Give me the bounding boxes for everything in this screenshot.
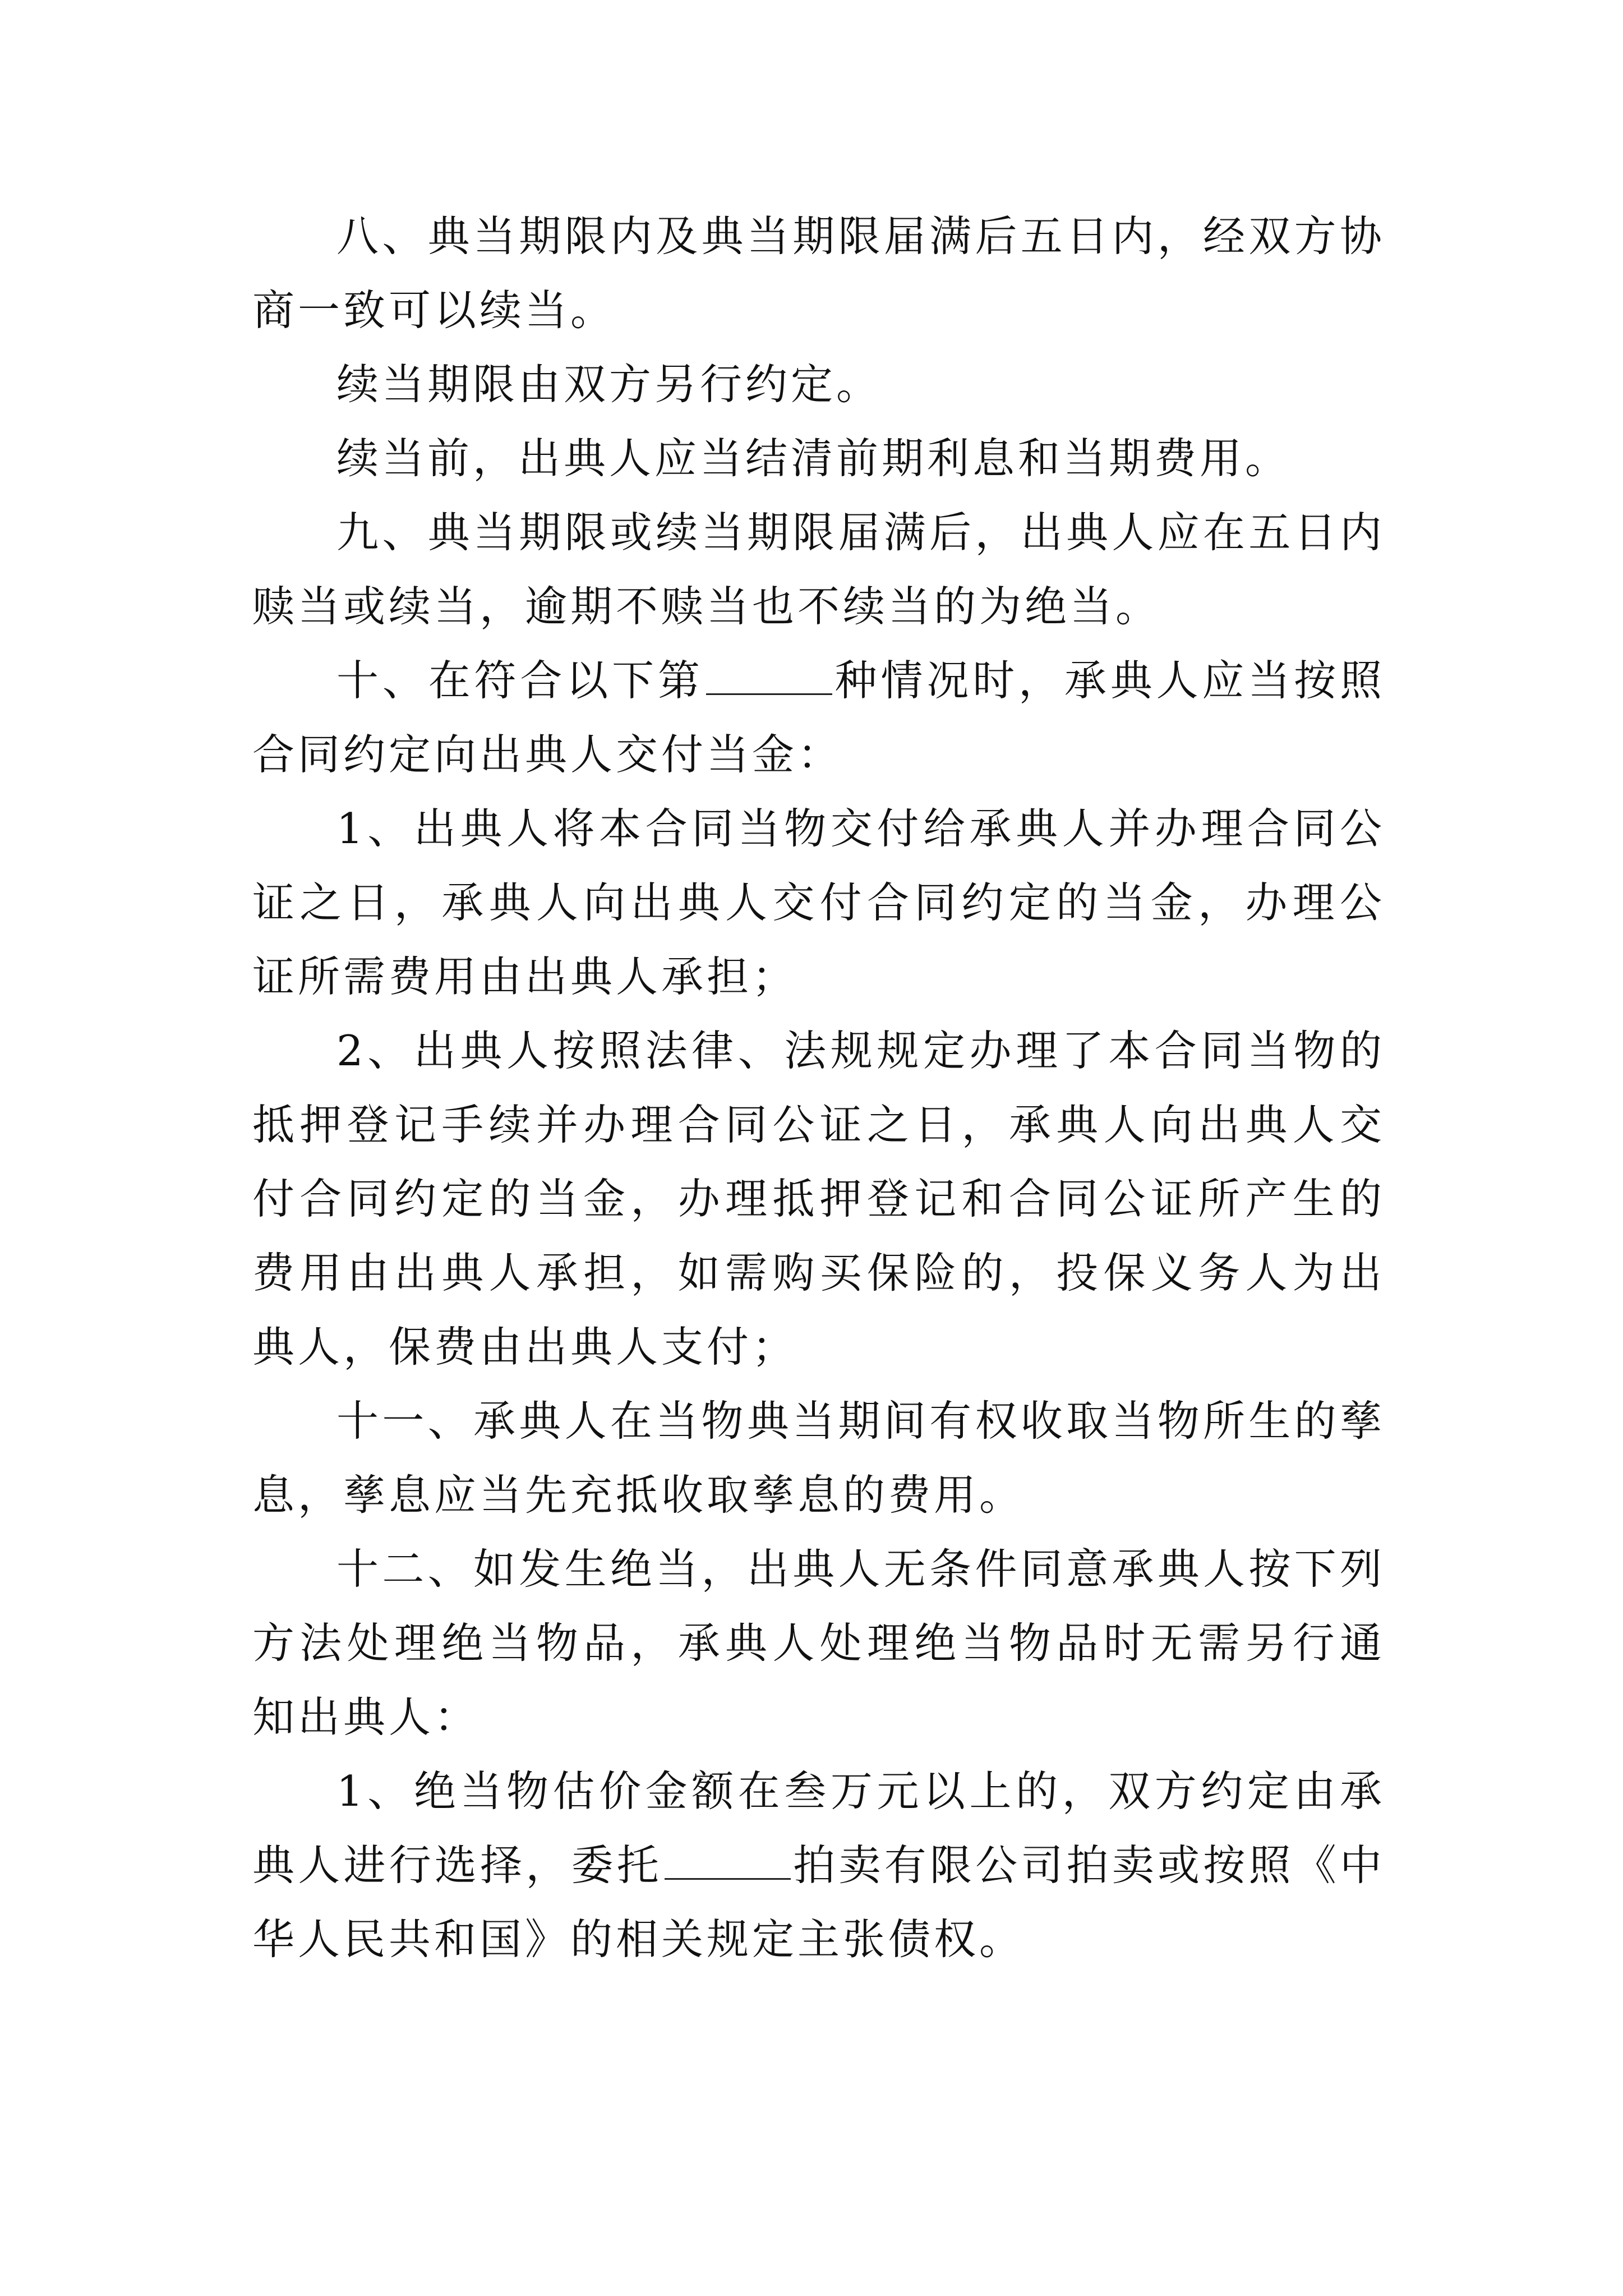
clause-12-item-1 — [252, 1754, 1385, 1976]
clause-9 — [252, 495, 1385, 643]
renewal-period-clause — [252, 347, 1385, 421]
clause-10-item-2-text: 2、出典人按照法律、法规规定办理了本合同当物的抵押登记手续并办理合同公证之日，承典人向出典人交付合同约定的当金，办理抵押登记和合同公证所产生的费用由出典人承担，如需购买保险的，投保义务人为出典人，保费由出典人支付； — [252, 1026, 1385, 1372]
clause-11-text: 十一、承典人在当物典当期间有权收取当物所生的孳息，孳息应当先充抵收取孳息的费用。 — [252, 1396, 1385, 1520]
clause-10 — [252, 643, 1385, 792]
clause-8 — [252, 199, 1385, 347]
clause-10-text-end: 种情况时，承典人应当按照合同约定向出典人交付当金： — [252, 656, 1385, 779]
renewal-settlement-clause — [252, 421, 1385, 495]
clause-11 — [252, 1384, 1385, 1532]
document-page — [252, 199, 1385, 1976]
clause-10-item-2 — [252, 1014, 1385, 1384]
fill-in-blank-auction-company[interactable] — [665, 1875, 791, 1880]
clause-12-item-1-text-end: 拍卖有限公司拍卖或按照《中华人民共和国》的相关规定主张债权。 — [252, 1841, 1385, 1964]
clause-12-item-1-text-start: 1、绝当物估价金额在叁万元以上的，双方约定由承典人进行选择，委托 — [252, 1766, 1385, 1890]
clause-12-text: 十二、如发生绝当，出典人无条件同意承典人按下列方法处理绝当物品，承典人处理绝当物品时无需另行通知出典人： — [252, 1544, 1385, 1742]
clause-10-item-1-text: 1、出典人将本合同当物交付给承典人并办理合同公证之日，承典人向出典人交付合同约定的当金，办理公证所需费用由出典人承担； — [252, 804, 1385, 1001]
clause-12 — [252, 1532, 1385, 1754]
clause-10-item-1 — [252, 792, 1385, 1014]
renewal-period-text: 续当期限由双方另行约定。 — [336, 360, 882, 409]
clause-9-text: 九、典当期限或续当期限届满后，出典人应在五日内赎当或续当，逾期不赎当也不续当的为绝当。 — [252, 508, 1385, 631]
fill-in-blank-case-number[interactable] — [706, 690, 832, 695]
renewal-settlement-text: 续当前，出典人应当结清前期利息和当期费用。 — [336, 434, 1291, 483]
clause-10-text-start: 十、在符合以下第 — [336, 656, 704, 705]
clause-8-text: 八、典当期限内及典当期限届满后五日内，经双方协商一致可以续当。 — [252, 211, 1385, 335]
